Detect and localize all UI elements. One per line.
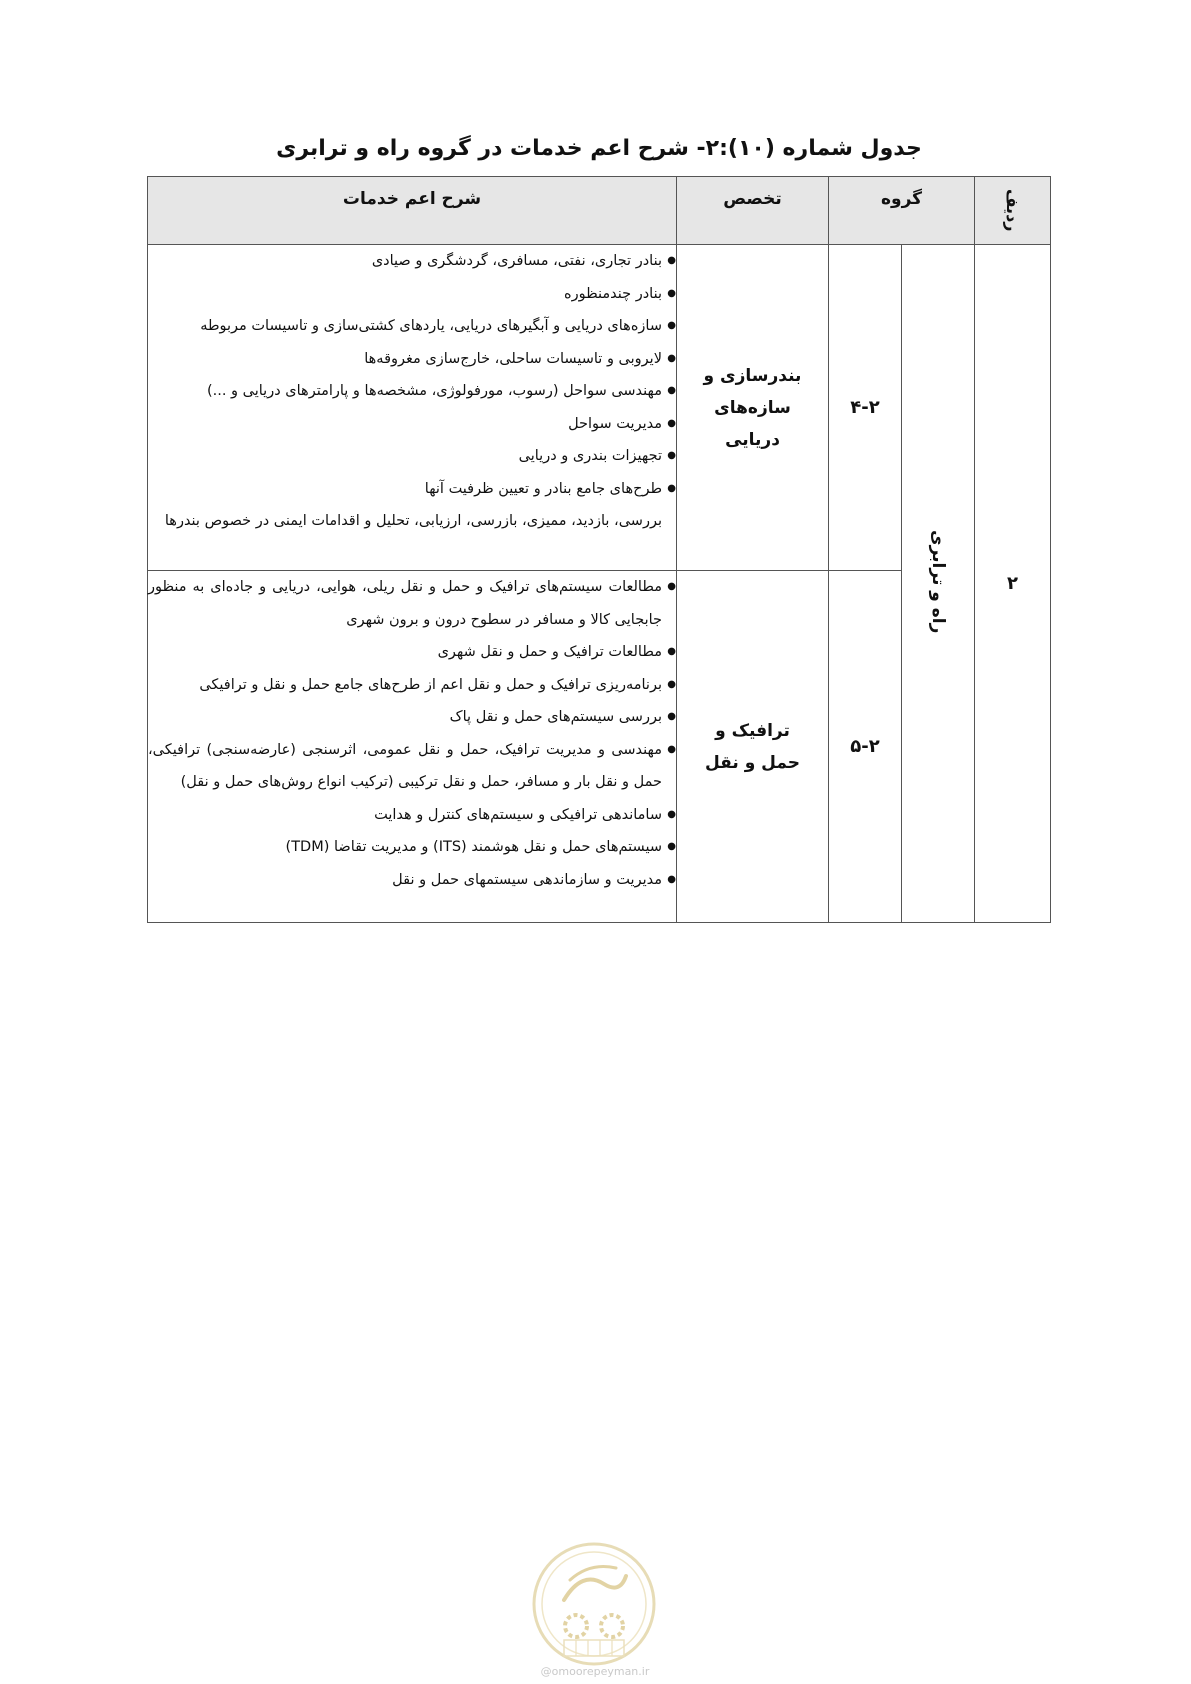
specialty-name-line: حمل و نقل — [704, 752, 801, 773]
service-item: ● بنادر چندمنظوره — [148, 278, 676, 311]
row-number: ۲ — [975, 245, 1051, 923]
specialty-name-line: دریایی — [725, 429, 780, 450]
table-header-row — [148, 177, 1051, 245]
header-group: گروه — [829, 177, 975, 245]
header-services: شرح اعم خدمات — [148, 177, 677, 245]
watermark-logo-icon — [530, 1540, 658, 1680]
service-item: ● بنادر تجاری، نفتی، مسافری، گردشگری و صیادی — [148, 245, 676, 278]
services-cell — [148, 245, 677, 571]
service-item: ● ساماندهی ترافیکی و سیستم‌های کنترل و هدایت — [148, 799, 676, 832]
specialty-name — [677, 245, 829, 571]
service-item: ● مطالعات سیستم‌های ترافیک و حمل و نقل ریلی، هوایی، دریایی و جاده‌ای به منظور جابجایی کالا و مسافر در سطوح درون و برون شهری — [148, 571, 676, 636]
service-list — [148, 571, 676, 896]
service-list — [148, 245, 676, 538]
header-specialty: تخصص — [677, 177, 829, 245]
header-row-number — [975, 177, 1051, 245]
specialty-name-line: ترافیک و — [715, 720, 790, 741]
service-item: ● مدیریت سواحل — [148, 408, 676, 441]
service-item: ● مهندسی و مدیریت ترافیک، حمل و نقل عمومی، اثرسنجی (عارضه‌سنجی) ترافیکی، حمل و نقل بار و مسافر، حمل و نقل ترکیبی (ترکیب انواع روش‌های حمل و نقل) — [148, 734, 676, 799]
service-item: ● تجهیزات بندری و دریایی — [148, 440, 676, 473]
service-item: ● مدیریت و سازماندهی سیستمهای حمل و نقل — [148, 864, 676, 897]
services-table — [147, 176, 1051, 923]
specialty-code: ۵-۲ — [829, 571, 902, 923]
service-item: ● سیستم‌های حمل و نقل هوشمند (ITS) و مدیریت تقاضا (TDM) — [148, 831, 676, 864]
service-item: ● طرح‌های جامع بنادر و تعیین ظرفیت آنها — [148, 473, 676, 506]
watermark-text: @omoorepeyman.ir — [540, 1665, 650, 1678]
service-item: ● سازه‌های دریایی و آبگیرهای دریایی، یاردهای کشتی‌سازی و تاسیسات مربوطه — [148, 310, 676, 343]
group-name: راه و ترابری — [928, 529, 949, 634]
specialty-name — [677, 571, 829, 923]
table-row — [148, 245, 1051, 571]
specialty-code: ۴-۲ — [829, 245, 902, 571]
service-item: ● مطالعات ترافیک و حمل و نقل شهری — [148, 636, 676, 669]
page-title: جدول شماره (۱۰):۲- شرح اعم خدمات در گروه راه و ترابری — [276, 136, 922, 161]
service-item: ● برنامه‌ریزی ترافیک و حمل و نقل اعم از طرح‌های جامع حمل و نقل و ترافیکی — [148, 669, 676, 702]
group-name-cell — [902, 245, 975, 923]
service-item: ● بررسی سیستم‌های حمل و نقل پاک — [148, 701, 676, 734]
specialty-name-line: سازه‌های — [714, 397, 791, 418]
specialty-name-line: بندرسازی و — [703, 365, 802, 386]
services-cell — [148, 571, 677, 923]
header-row-number-label: ردیف — [1003, 189, 1023, 232]
service-item: ● مهندسی سواحل (رسوب، مورفولوژی، مشخصه‌ها و پارامترهای دریایی و ...) — [148, 375, 676, 408]
service-item: بررسی، بازدید، ممیزی، بازرسی، ارزیابی، تحلیل و اقدامات ایمنی در خصوص بندرها — [164, 513, 662, 529]
service-item: ● لایروبی و تاسیسات ساحلی، خارج‌سازی مغروقه‌ها — [148, 343, 676, 376]
